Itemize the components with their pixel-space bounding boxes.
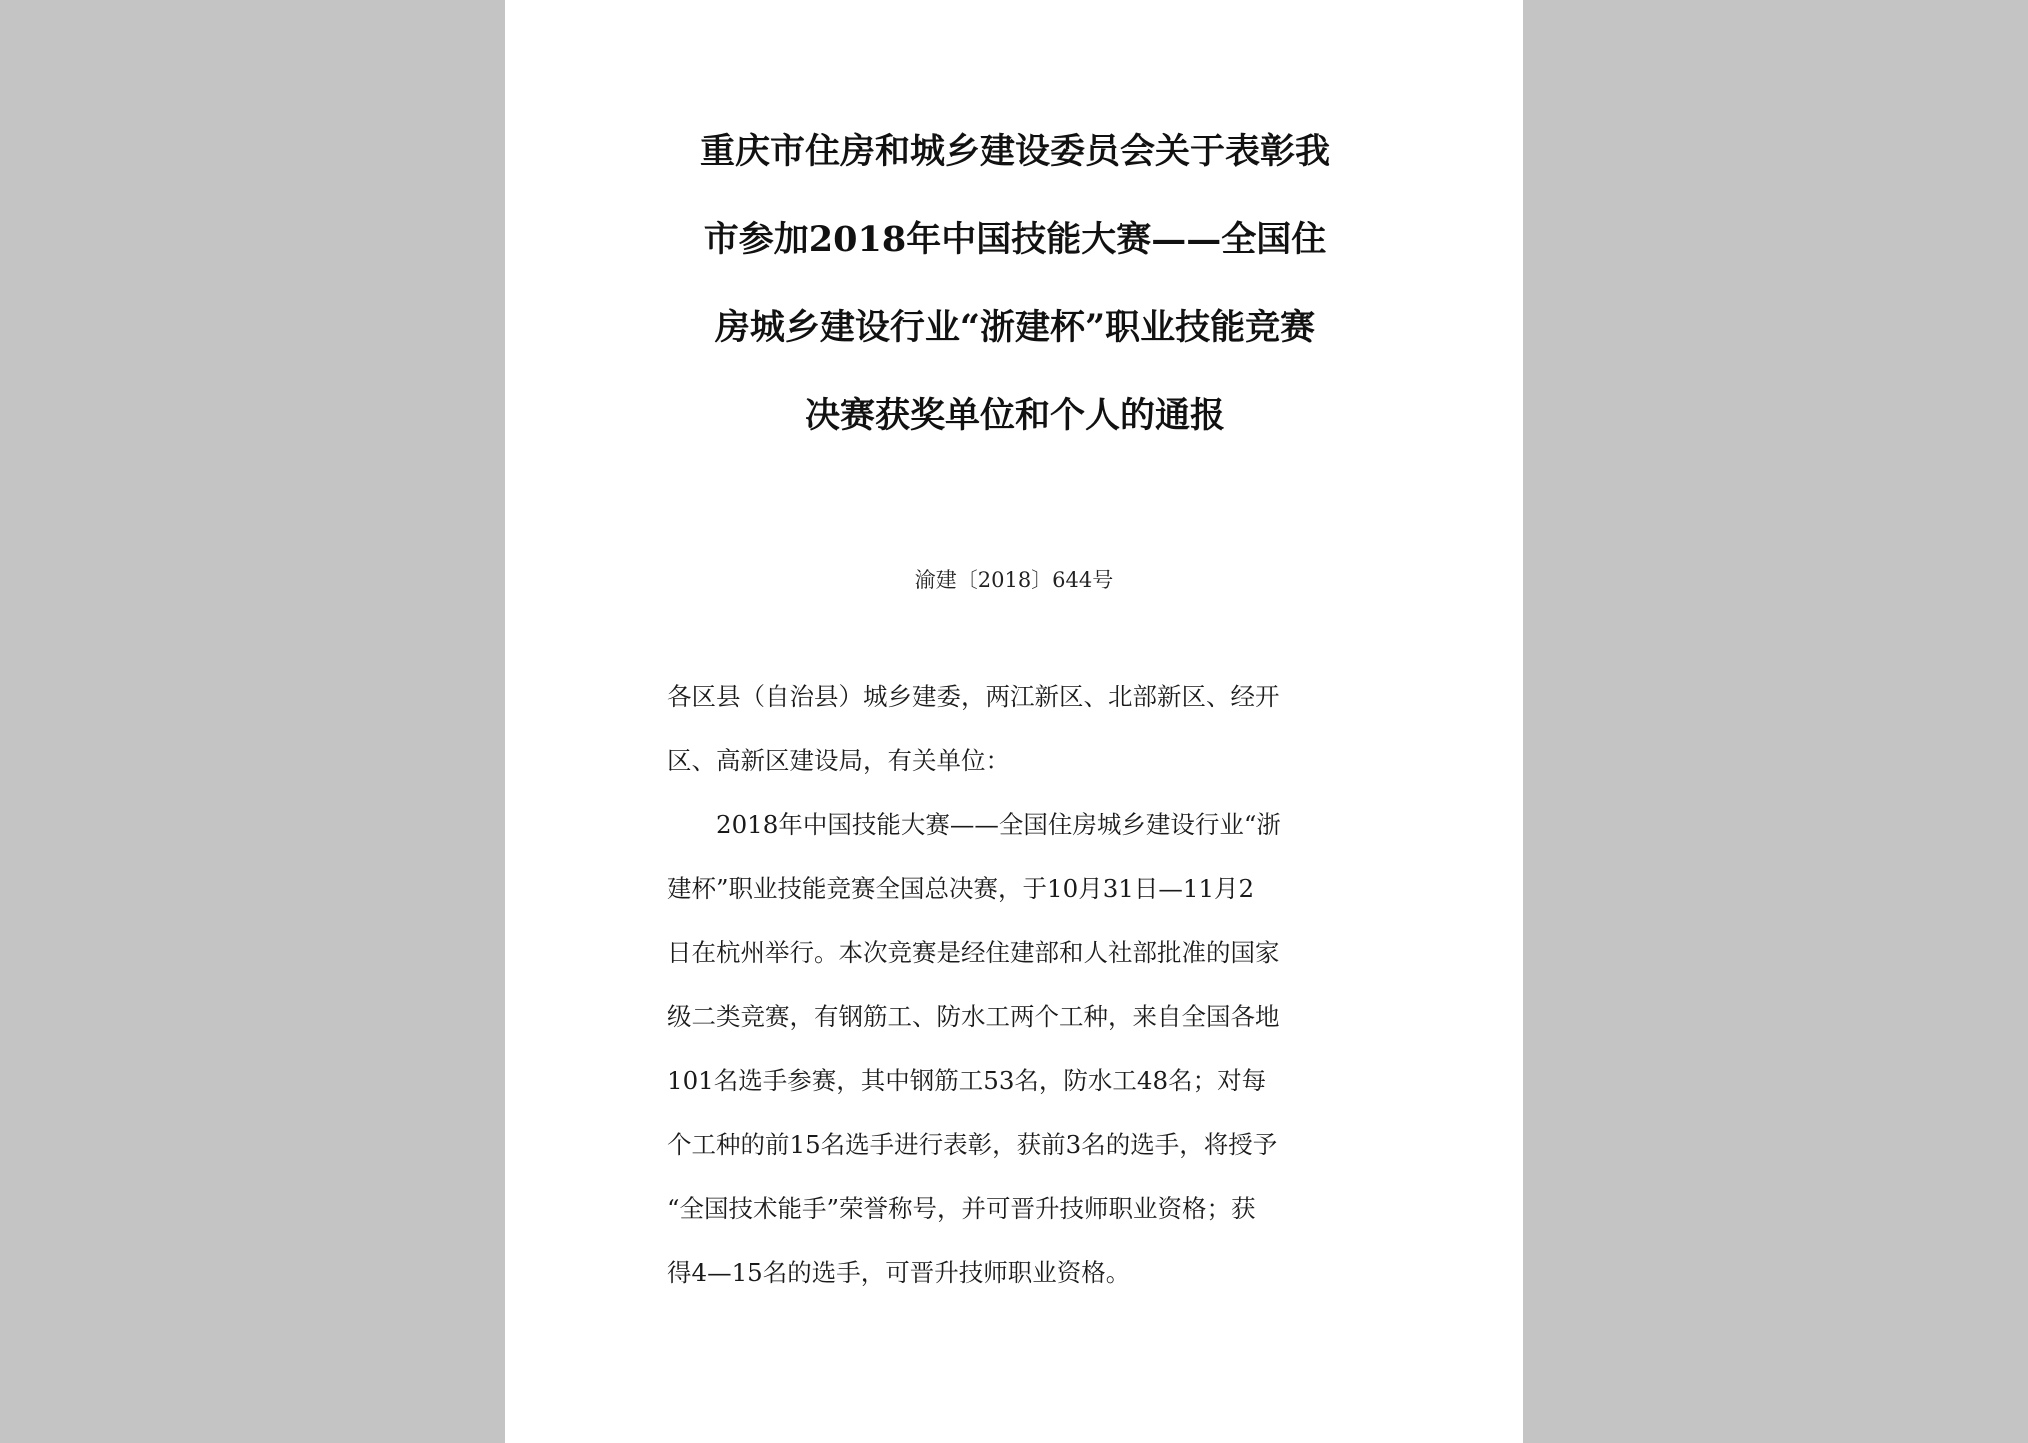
- document-number: 渝建〔2018〕644号: [914, 568, 1114, 592]
- title-line: 市参加2018年中国技能大赛——全国住: [703, 219, 1327, 260]
- title-line: 重庆市住房和城乡建设委员会关于表彰我: [699, 131, 1330, 172]
- paragraph-line: 2018年中国技能大赛——全国住房城乡建设行业“浙: [667, 810, 1281, 839]
- paragraph-line: 建杯”职业技能竞赛全国总决赛，于10月31日—11月2: [667, 874, 1255, 903]
- addressee-line: 各区县（自治县）城乡建委，两江新区、北部新区、经开: [667, 682, 1280, 711]
- document-title: [665, 108, 1365, 460]
- document-page: [505, 0, 1523, 1443]
- paragraph-line: 日在杭州举行。本次竞赛是经住建部和人社部批准的国家: [667, 938, 1280, 967]
- addressee-line: 区、高新区建设局，有关单位：: [667, 746, 1010, 775]
- paragraph-line: 101名选手参赛，其中钢筋工53名，防水工48名；对每: [667, 1066, 1267, 1095]
- paragraph-line: 个工种的前15名选手进行表彰，获前3名的选手，将授予: [667, 1130, 1278, 1159]
- title-line: 房城乡建设行业“浙建杯”职业技能竞赛: [714, 307, 1316, 348]
- paragraph-line: “全国技术能手”荣誉称号，并可晋升技师职业资格；获: [667, 1194, 1256, 1223]
- document-body: [667, 665, 1367, 1305]
- title-line: 决赛获奖单位和个人的通报: [804, 395, 1225, 436]
- paragraph-line: 级二类竞赛，有钢筋工、防水工两个工种，来自全国各地: [667, 1002, 1280, 1031]
- paragraph-line: 得4—15名的选手，可晋升技师职业资格。: [667, 1258, 1131, 1287]
